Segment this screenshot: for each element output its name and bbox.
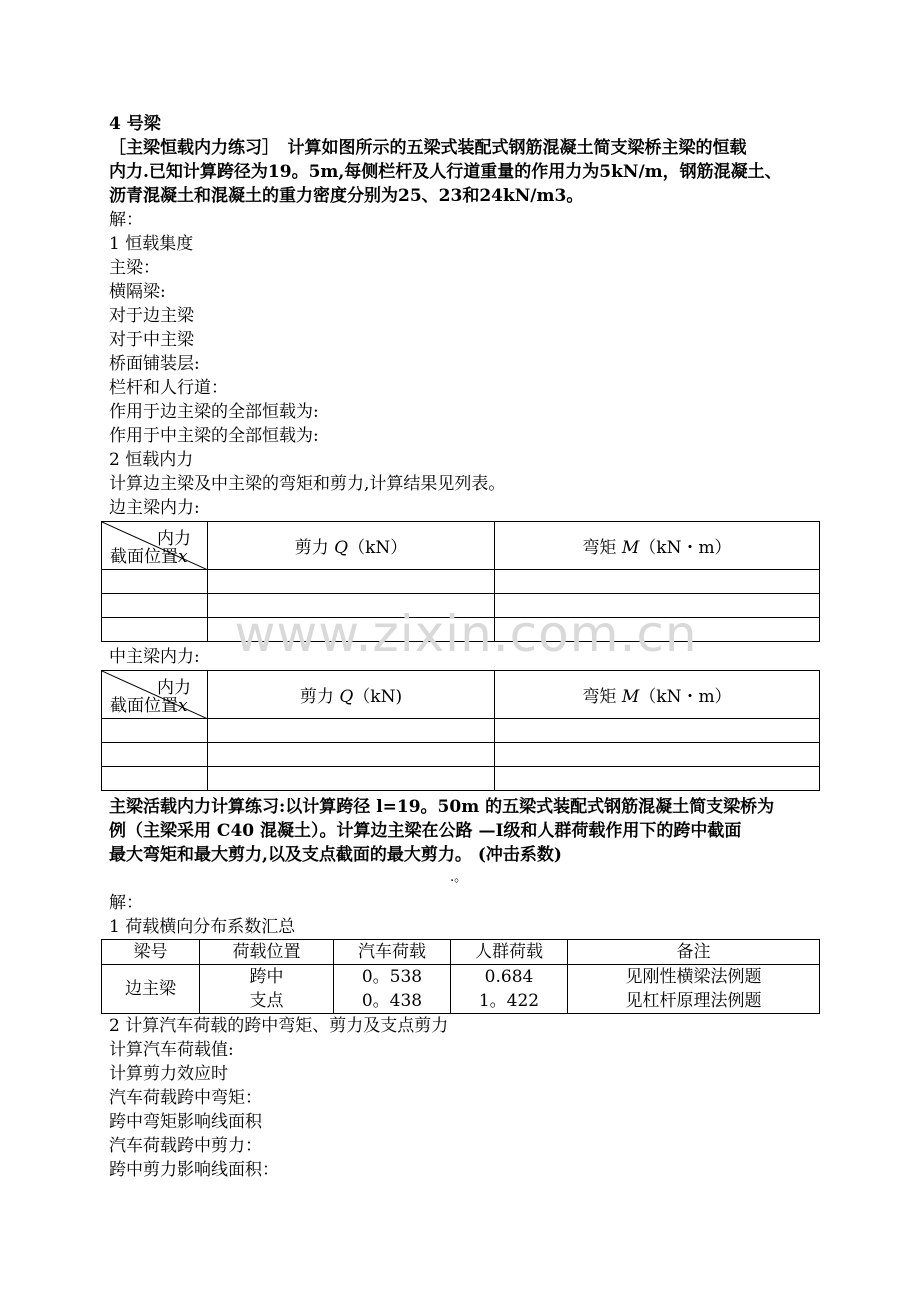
solution1-railing: 栏杆和人行道： — [109, 378, 228, 398]
solution1-deck-pavement: 桥面铺装层: — [109, 354, 200, 374]
solution1-edge-beam: 对于边主梁 — [109, 306, 194, 326]
solution1-step2: 2 恒载内力 — [109, 450, 194, 470]
table-row — [102, 965, 820, 1014]
table1-shear-header: 剪力 Q（kN） — [208, 522, 495, 570]
problem1-line2: 内力.已知计算跨径为19。5m,每侧栏杆及人行道重量的作用力为5kN/m，钢筋混凝土、 — [109, 162, 782, 182]
solution2-step2: 2 计算汽车荷载的跨中弯矩、剪力及支点剪力 — [109, 1016, 449, 1036]
solution2-midspan-shear: 汽车荷载跨中剪力： — [109, 1136, 262, 1156]
solution2-shear-influence: 跨中剪力影响线面积： — [109, 1160, 279, 1180]
solution2-moment-influence: 跨中弯矩影响线面积 — [109, 1112, 262, 1132]
table1-corner-top: 内力 — [157, 529, 191, 549]
cell-crowd: 0.684 1。422 — [451, 965, 568, 1014]
solution2-shear-effect: 计算剪力效应时 — [109, 1064, 228, 1084]
solution2-midspan-moment: 汽车荷载跨中弯矩： — [109, 1088, 262, 1108]
table-header-row — [102, 940, 820, 965]
solution2-label: 解： — [109, 893, 143, 913]
section-title: 4 号梁 — [109, 114, 161, 134]
solution1-edge-total: 作用于边主梁的全部恒载为: — [109, 402, 319, 422]
header-vehicle-load: 汽车荷载 — [334, 940, 451, 965]
table-row — [102, 743, 820, 767]
cell-beam: 边主梁 — [102, 965, 200, 1014]
formula-placeholder-dot: .。 — [450, 870, 468, 885]
cell-note: 见刚性横梁法例题 见杠杆原理法例题 — [568, 965, 820, 1014]
table-row — [102, 767, 820, 791]
table2-corner-cell — [102, 671, 208, 719]
table1-moment-header: 弯矩 M（kN・m） — [495, 522, 820, 570]
solution1-main-beam: 主梁： — [109, 258, 160, 278]
table1-corner-cell — [102, 522, 208, 570]
header-load-position: 荷载位置 — [200, 940, 334, 965]
solution1-middle-beam: 对于中主梁 — [109, 330, 194, 350]
middle-beam-force-table — [101, 670, 820, 791]
table2-corner-bottom: 截面位置x — [110, 696, 188, 716]
problem2-line1: 主梁活载内力计算练习:以计算跨径 l=19。50m 的五梁式装配式钢筋混凝土简支梁桥为 — [109, 797, 775, 817]
distribution-coefficient-table — [101, 939, 820, 1014]
problem1-line3: 沥青混凝土和混凝土的重力密度分别为25、23和24kN/m3。 — [109, 186, 584, 206]
table-row — [102, 570, 820, 594]
cell-position: 跨中 支点 — [200, 965, 334, 1014]
solution1-step2-desc: 计算边主梁及中主梁的弯矩和剪力,计算结果见列表。 — [109, 474, 506, 494]
problem2-line2: 例（主梁采用 C40 混凝土）。计算边主梁在公路 —Ⅰ级和人群荷载作用下的跨中截面 — [109, 821, 742, 841]
solution1-label: 解： — [109, 210, 143, 230]
solution2-vehicle-load: 计算汽车荷载值: — [109, 1040, 234, 1060]
watermark: www.zixin.com.cn — [234, 605, 698, 663]
header-crowd-load: 人群荷载 — [451, 940, 568, 965]
solution1-step1: 1 恒载集度 — [109, 234, 194, 254]
solution1-middle-total: 作用于中主梁的全部恒载为: — [109, 426, 319, 446]
problem1-line1: ［主梁恒载内力练习］ 计算如图所示的五梁式装配式钢筋混凝土简支梁桥主梁的恒载 — [109, 138, 747, 158]
solution2-step1: 1 荷载横向分布系数汇总 — [109, 917, 296, 937]
table1-caption: 边主梁内力: — [109, 498, 200, 518]
table-row — [102, 719, 820, 743]
header-remarks: 备注 — [568, 940, 820, 965]
cell-vehicle: 0。538 0。438 — [334, 965, 451, 1014]
problem2-line3: 最大弯矩和最大剪力,以及支点截面的最大剪力。 (冲击系数) — [109, 845, 562, 865]
table1-corner-bottom: 截面位置x — [110, 547, 188, 567]
table2-moment-header: 弯矩 M（kN・m） — [495, 671, 820, 719]
header-beam-number: 梁号 — [102, 940, 200, 965]
table2-corner-top: 内力 — [157, 678, 191, 698]
solution1-cross-beam: 横隔梁: — [109, 282, 166, 302]
table2-caption: 中主梁内力: — [109, 647, 200, 667]
table2-shear-header: 剪力 Q（kN) — [208, 671, 495, 719]
